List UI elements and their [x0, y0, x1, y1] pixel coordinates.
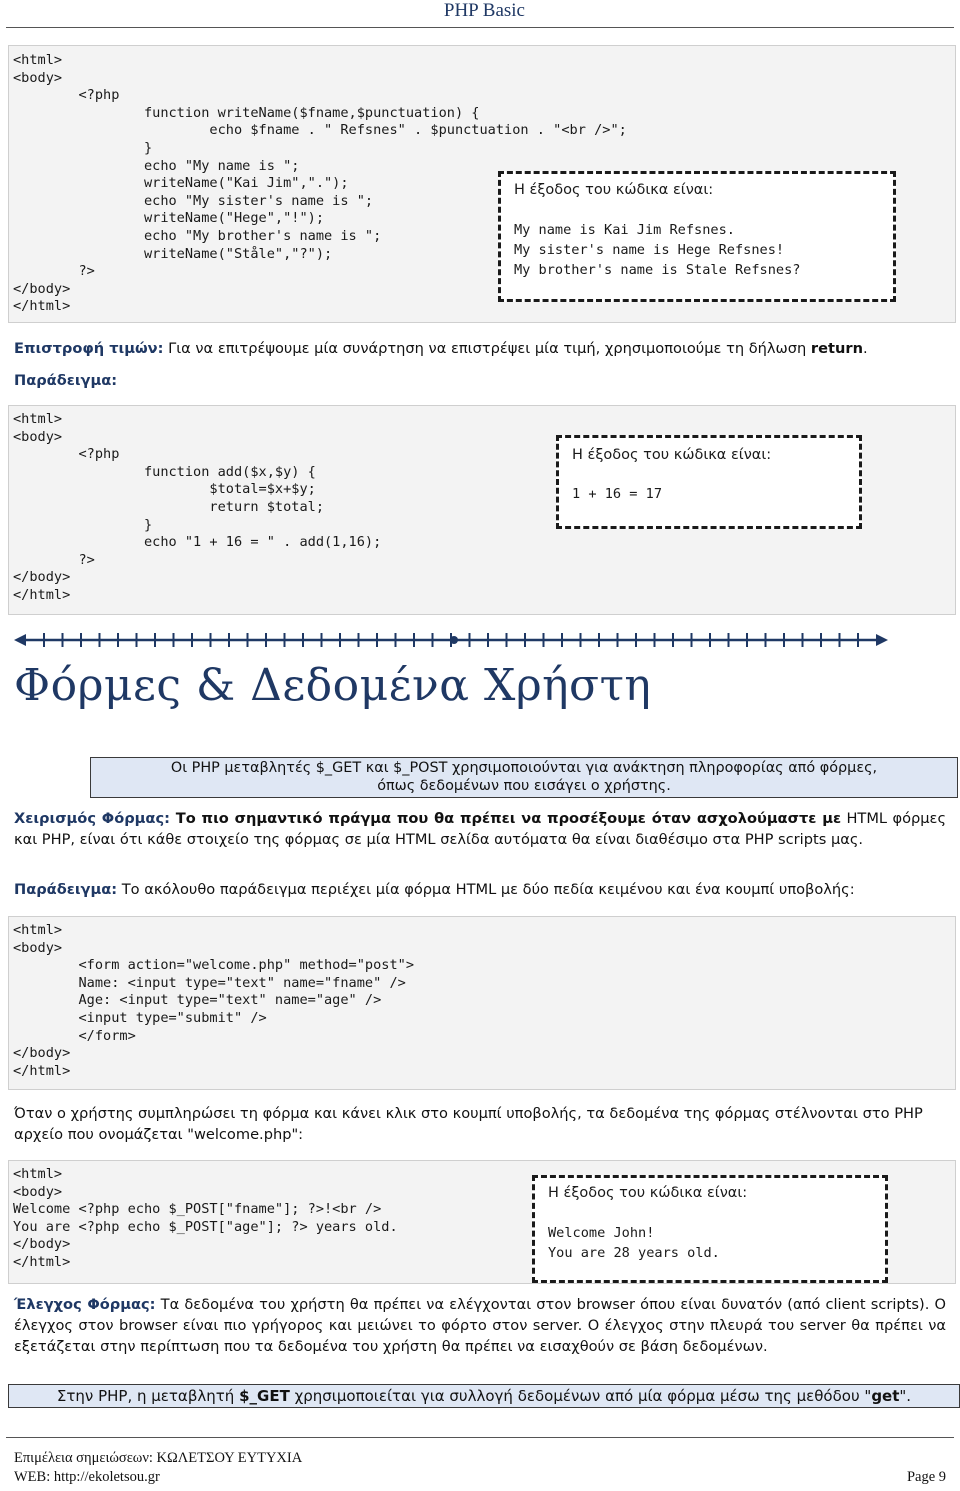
output-line: 1 + 16 = 17 — [572, 486, 663, 502]
example3-label: Παράδειγμα: — [14, 881, 118, 898]
code-line: function add($x,$y) { — [13, 463, 316, 480]
note2-var: $_GET — [239, 1387, 290, 1405]
output-line: My name is Kai Jim Refsnes. — [514, 222, 735, 238]
code-line: writeName("Hege","!"); — [13, 210, 324, 227]
code-line: } — [13, 140, 153, 156]
code-line: echo "My brother's name is "; — [13, 228, 382, 244]
output-title: Η έξοδος του κώδικα είναι: — [548, 1185, 748, 1201]
code-line: <html> — [13, 52, 63, 68]
form-validation-paragraph — [14, 1294, 946, 1357]
form-validation-text: Τα δεδομένα του χρήστη θα πρέπει να ελέγχονται στον browser όπου είναι δυνατόν (από client scripts). Ο έλεγχος στον browser είναι πιο γρήγορος και μειώνει το φόρτο στον server. Ο έλεγχος στην πλευρά του server θα πρέπει να εξετάζεται στην περίπτωση που τα δεδομένα του χρήστη θα πρέπει να εισαχθούν σε βάση δεδομένων. — [14, 1296, 946, 1355]
note2-after: ". — [899, 1387, 912, 1405]
code-line: <?php — [13, 446, 120, 463]
code-line: ?> — [13, 551, 95, 568]
footer-author: Επιμέλεια σημειώσεων: ΚΩΛΕΤΣΟΥ ΕΥΤΥΧΙΑ — [14, 1450, 303, 1466]
code-line: <html> — [13, 1166, 63, 1182]
return-values-label: Επιστροφή τιμών: — [14, 340, 164, 357]
code-line: echo "1 + 16 = " . add(1,16); — [13, 534, 382, 551]
footer-page-number: Page 9 — [906, 1469, 946, 1485]
code-line: <body> — [13, 69, 63, 86]
note-line: Οι PHP μεταβλητές $_GET και $_POST χρησιμοποιούνται για ανάκτηση πληροφορίας από φόρμες, — [170, 760, 878, 776]
code-line: Welcome <?php echo $_POST["fname"]; ?>!<br /> — [13, 1201, 382, 1218]
output-line: My brother's name is Stale Refsnes? — [514, 262, 801, 278]
code-line: Name: <input type="text" name="fname" /> — [13, 974, 406, 991]
output-line: You are 28 years old. — [548, 1245, 720, 1261]
code-line: </body> — [13, 1045, 71, 1062]
output-title: Η έξοδος του κώδικα είναι: — [572, 447, 772, 463]
code-line: echo $fname . " Refsnes" . $punctuation . "<br />"; — [13, 122, 627, 139]
code-line: } — [13, 516, 153, 533]
code-line: writeName("Ståle","?"); — [13, 245, 333, 262]
form-handling-paragraph — [14, 808, 946, 850]
code-line: <form action="welcome.php" method="post"> — [13, 957, 415, 974]
code-line: </html> — [13, 587, 71, 603]
code-line: function writeName($fname,$punctuation) { — [13, 104, 480, 121]
example-label: Παράδειγμα: — [14, 372, 118, 389]
return-values-text: Για να επιτρέψουμε μία συνάρτηση να επιστρέψει μία τιμή, χρησιμοποιούμε τη δήλωση — [163, 340, 811, 357]
code-line: Age: <input type="text" name="age" /> — [13, 992, 382, 1009]
code-line: </body> — [13, 280, 71, 297]
note-get-method — [8, 1384, 960, 1408]
return-values-paragraph — [14, 338, 944, 359]
return-end: . — [862, 340, 868, 357]
code-line: </body> — [13, 1236, 71, 1253]
output-title: Η έξοδος του κώδικα είναι: — [514, 182, 714, 198]
form-handling-text: HTML φόρμες και PHP, είναι ότι κάθε στοιχείο της φόρμας σε μία HTML σελίδα αυτόματα θα είναι διαθέσιμο στα PHP scripts μας. — [14, 810, 947, 848]
code-line: </form> — [13, 1027, 136, 1044]
ruler-divider — [14, 630, 888, 650]
note-line: όπως δεδομένων που εισάγει ο χρήστης. — [377, 778, 671, 794]
output-line: My sister's name is Hege Refsnes! — [514, 242, 785, 258]
code-line: echo "My sister's name is "; — [13, 192, 374, 209]
footer-web-link[interactable]: WEB: http://ekoletsou.gr — [14, 1469, 160, 1485]
code-line: <?php — [13, 87, 120, 104]
code-line: <body> — [13, 1183, 63, 1200]
section-title: Φόρμες & Δεδομένα Χρήστη — [14, 660, 652, 711]
page-header-title: PHP Basic — [443, 0, 525, 21]
code-line: writeName("Kai Jim","."); — [13, 175, 349, 192]
code-line: You are <?php echo $_POST["age"]; ?> years old. — [13, 1218, 398, 1235]
form-handling-label: Χειρισμός Φόρμας: — [14, 810, 170, 827]
code-line: <body> — [13, 428, 63, 445]
code-line: <html> — [13, 922, 63, 938]
output-line: Welcome John! — [548, 1225, 655, 1241]
header-divider — [6, 27, 954, 28]
code-line: <body> — [13, 939, 63, 956]
form-handling-bold: Το πιο σημαντικό πράγμα που θα πρέπει να προσέξουμε όταν ασχολούμαστε με — [169, 810, 842, 827]
example3-text: Το ακόλουθο παράδειγμα περιέχει μία φόρμα HTML με δύο πεδία κειμένου και ένα κουμπί υποβολής: — [117, 881, 855, 898]
form-validation-label: Έλεγχος Φόρμας: — [14, 1296, 156, 1313]
note-get-post — [90, 757, 958, 798]
note2-method: get — [871, 1387, 900, 1405]
return-keyword: return — [810, 340, 863, 357]
code-line: $total=$x+$y; — [13, 481, 316, 498]
code-line: <input type="submit" /> — [13, 1010, 267, 1026]
note2-before: Στην PHP, η μεταβλητή — [56, 1387, 240, 1405]
footer-divider — [6, 1437, 954, 1438]
code-line: <html> — [13, 411, 63, 427]
code-line: ?> — [13, 263, 95, 280]
code-line: </html> — [13, 298, 71, 315]
code-line: </html> — [13, 1254, 71, 1270]
code-line: echo "My name is "; — [13, 157, 300, 174]
code-line: </html> — [13, 1062, 71, 1079]
code-line: </body> — [13, 569, 71, 586]
submit-paragraph: Όταν ο χρήστης συμπληρώσει τη φόρμα και κάνει κλικ στο κουμπί υποβολής, τα δεδομένα της φόρμας στέλνονται στο PHP αρχείο που ονομάζεται "welcome.php": — [14, 1105, 923, 1143]
note2-middle: χρησιμοποιείται για συλλογή δεδομένων από μία φόρμα μέσω της μεθόδου " — [289, 1387, 872, 1405]
code-line: return $total; — [13, 499, 324, 515]
example3-paragraph — [14, 879, 946, 900]
